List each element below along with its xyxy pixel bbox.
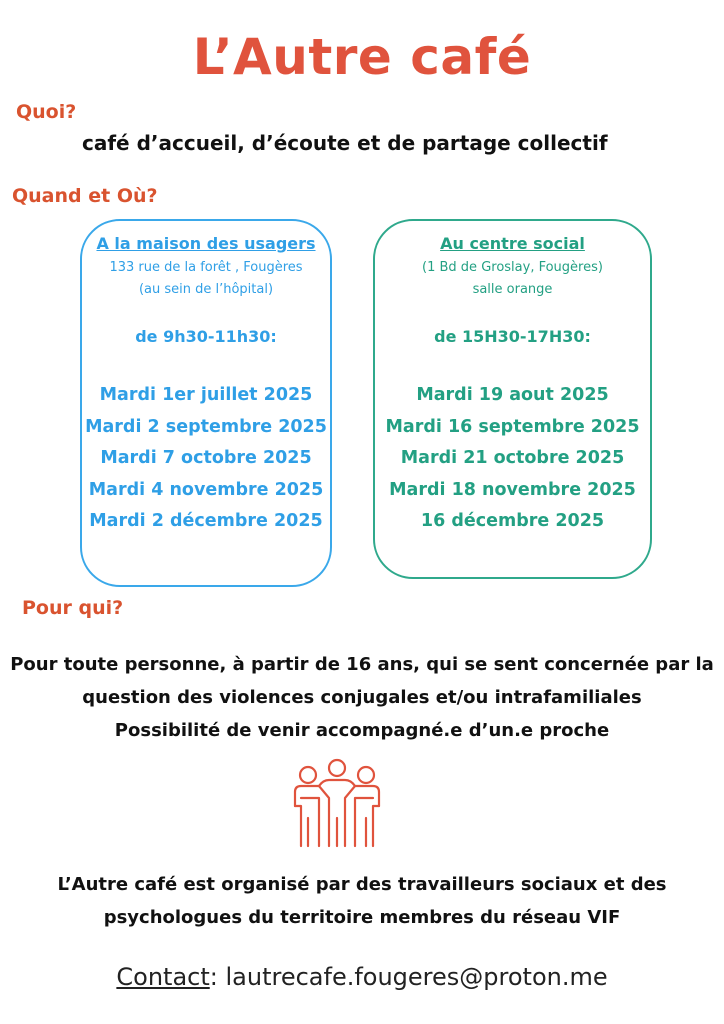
date-item: Mardi 18 novembre 2025 [389,479,636,500]
date-item: 16 décembre 2025 [420,511,605,531]
date-item: Mardi 7 octobre 2025 [100,448,312,468]
address-line: (au sein de l’hôpital) [138,282,274,297]
audience-line: question des violences conjugales et/ou intrafamiliales [82,687,642,708]
location-address [82,257,330,301]
date-item: Mardi 2 décembre 2025 [89,511,323,531]
location-name: A la maison des usagers [96,234,316,253]
contact-line [0,963,724,991]
location-card-centre-social [373,219,652,579]
date-item: Mardi 16 septembre 2025 [385,416,640,437]
location-name: Au centre social [440,234,585,253]
session-time: de 15H30-17H30: [434,327,591,346]
organisation-line: psychologues du territoire membres du réseau VIF [103,907,621,928]
audience-line: Possibilité de venir accompagné.e d’un.e proche [114,720,610,741]
address-line: (1 Bd de Groslay, Fougères) [422,260,603,275]
people-group-icon [289,758,385,848]
organisation-line: L’Autre café est organisé par des travailleurs sociaux et des [57,874,667,895]
section-label-quand: Quand et Où? [12,185,158,207]
date-item: Mardi 21 octobre 2025 [400,448,625,468]
date-item: Mardi 19 aout 2025 [416,385,609,405]
date-item: Mardi 2 septembre 2025 [85,416,327,437]
location-card-maison-usagers [80,219,332,587]
page-title: L’Autre café [192,28,532,86]
session-time: de 9h30-11h30: [135,327,277,346]
date-list [375,380,650,538]
organisation-description [0,868,724,934]
address-line: 133 rue de la forêt , Fougères [109,260,303,275]
audience-description [0,648,724,747]
contact-separator: : [209,963,218,991]
date-list [82,380,330,538]
section-label-pour-qui: Pour qui? [22,597,124,619]
contact-label: Contact [116,963,210,991]
address-line: salle orange [472,282,553,297]
date-item: Mardi 4 novembre 2025 [88,479,324,500]
location-address [375,257,650,301]
audience-line: Pour toute personne, à partir de 16 ans, qui se sent concernée par la [10,654,714,675]
contact-email-link[interactable]: lautrecafe.fougeres@proton.me [225,963,608,991]
section-label-quoi: Quoi? [16,101,77,123]
quoi-description: café d’accueil, d’écoute et de partage collectif [82,131,608,155]
date-item: Mardi 1er juillet 2025 [99,385,313,405]
